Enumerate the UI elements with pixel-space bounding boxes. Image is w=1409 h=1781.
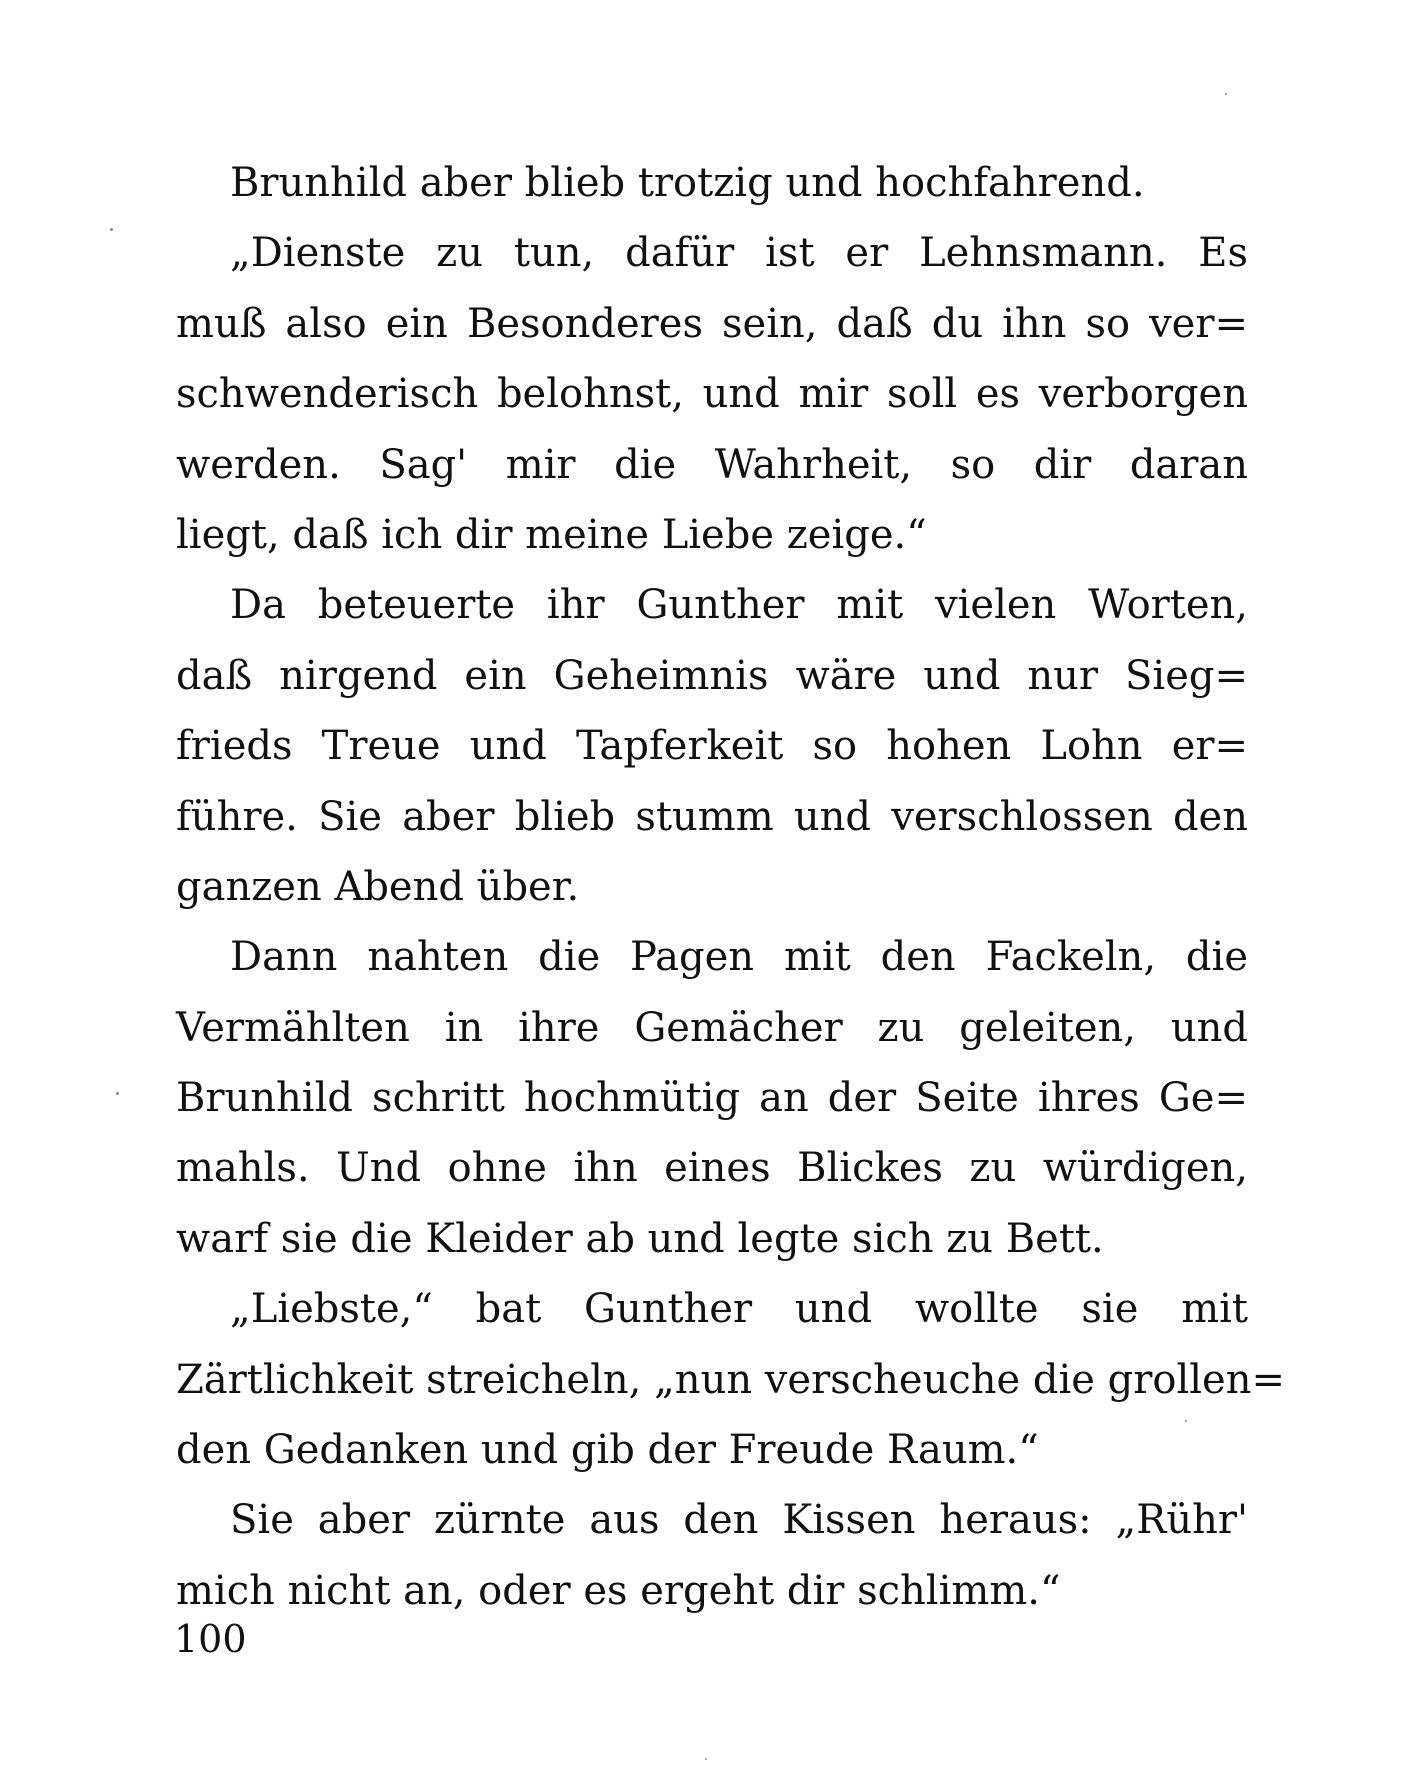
text-line: Sie aber zürnte aus den Kissen heraus: „Rühr' (230, 1497, 1248, 1544)
text-line: mahls. Und ohne ihn eines Blickes zu würdigen, (176, 1145, 1248, 1192)
body-text (176, 148, 1286, 1626)
text-line: ganzen Abend über. (176, 863, 580, 910)
text-line: frieds Treue und Tapferkeit so hohen Lohn er= (176, 723, 1248, 770)
text-line: „Liebste,“ bat Gunther und wollte sie mit (230, 1286, 1248, 1333)
paper-speck (1185, 1420, 1187, 1422)
paper-speck (705, 1758, 707, 1760)
text-line: Brunhild schritt hochmütig an der Seite ihres Ge= (176, 1075, 1248, 1122)
text-line: Da beteuerte ihr Gunther mit vielen Worten, (230, 582, 1248, 629)
text-line: Dann nahten die Pagen mit den Fackeln, die (230, 934, 1248, 981)
text-line: warf sie die Kleider ab und legte sich zu Bett. (176, 1215, 1104, 1262)
paper-speck (116, 1092, 119, 1095)
text-line: Zärtlichkeit streicheln, „nun verscheuche die grollen= (176, 1356, 1286, 1403)
text-line: liegt, daß ich dir meine Liebe zeige.“ (176, 511, 927, 558)
text-line: Brunhild aber blieb trotzig und hochfahrend. (230, 160, 1145, 206)
text-line: schwenderisch belohnst, und mir soll es verborgen (176, 371, 1248, 418)
text-line: den Gedanken und gib der Freude Raum.“ (176, 1427, 1039, 1474)
text-line: mich nicht an, oder es ergeht dir schlimm.“ (176, 1567, 1061, 1614)
paper-speck (110, 228, 113, 231)
paper-speck (1225, 93, 1227, 95)
text-line: Vermählten in ihre Gemächer zu geleiten, und (176, 1004, 1248, 1051)
text-line: führe. Sie aber blieb stumm und verschlossen den (176, 793, 1248, 840)
text-line: daß nirgend ein Geheimnis wäre und nur Sieg= (176, 652, 1248, 699)
page-number: 100 (174, 1617, 247, 1661)
text-line: „Dienste zu tun, dafür ist er Lehnsmann. Es (230, 230, 1248, 277)
text-line: werden. Sag' mir die Wahrheit, so dir daran (176, 441, 1248, 488)
text-line: muß also ein Besonderes sein, daß du ihn so ver= (176, 300, 1248, 347)
